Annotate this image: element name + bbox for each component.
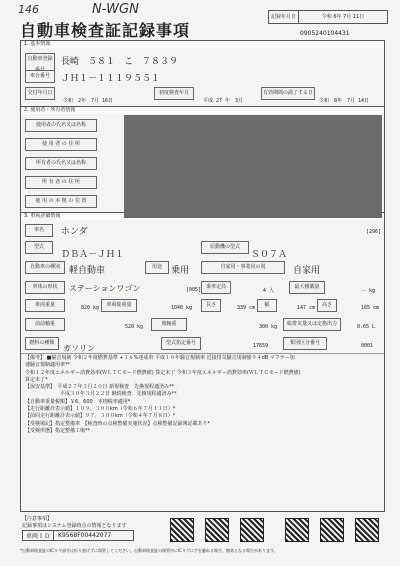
chassis-value: ＪＨ１－１１１９５５１ [61,74,161,84]
section-basic: 1. 基本情報 [21,41,384,48]
length-label: 長さ [201,299,221,312]
length-value: 339 cm [237,305,256,311]
type-no-label: 型式指定番号 [161,337,201,350]
bottom-note: *自動車検査証のICタグ部分は折り曲げずに保管してください。自動車検査証の保管中にICタグに手を触れる場合、無効となる場合があります。 [20,548,278,553]
qr-code-1 [170,518,194,542]
width-label: 幅 [257,299,277,312]
model-value: ＤＢＡ－ＪＨ１ [61,250,125,260]
fuel-value: ガソリン [63,344,95,353]
height-value: 165 cm [361,305,380,311]
weight-value: 820 kg [81,305,100,311]
car-id-value: K9568F00442077 [58,532,112,539]
car-id-box [22,530,134,541]
qr-code-3 [240,518,264,542]
engine-value: Ｓ０７Ａ [251,250,288,260]
front-axle-value: 520 kg [125,324,144,330]
maker-label: 車名 [25,224,53,237]
type-no-value: 17659 [253,343,269,349]
qr-code-5 [320,518,344,542]
width-value: 147 cm [297,305,316,311]
handwritten-note-number: 146 [18,3,39,16]
height-label: 高さ [317,299,337,312]
first-reg-value: 平成 27 年 3月 [203,98,244,104]
use-label: 用途 [145,261,169,274]
handwritten-note-model: N-WGN [92,2,139,17]
reg-value: 長崎 ５８１ こ ７８３９ [61,57,179,67]
gross-label: 車両総重量 [101,299,137,312]
user-name-label: 使用者の氏名又は名称 [25,119,97,132]
notice-title: 【注意事項】 [22,516,53,522]
record-frame [20,40,385,512]
maxload-label: 最大積載量 [289,281,325,294]
chassis-label: 車台番号 [25,70,55,83]
section-vehicle: 3. 車両詳細情報 [21,212,384,220]
base-location-label: 使 用 の 本 拠 の 位 置 [25,195,97,208]
redacted-owner-block [124,115,382,218]
maxload-value: － kg [361,288,376,294]
use-value: 乗用 [171,266,190,276]
record-date-value: 令和 6年 7月 11日 [321,14,365,20]
first-reg-label: 初度検査年月 [154,87,194,100]
reg-label: 自動車登録 [25,53,55,77]
page-title: 自動車検査証記録事項 [20,21,191,40]
maker-code: [296] [366,229,382,235]
displacement-value: 0.65 L [357,324,376,330]
shape-value: ステーションワゴン [69,284,141,293]
shape-label: 車体の形状 [25,281,65,294]
user-address-label: 使 用 者 の 住 所 [25,138,97,151]
owner-name-label: 所有者の氏名又は名称 [25,157,97,170]
fuel-label: 燃料の種類 [25,337,59,350]
record-date-box [268,10,388,24]
category-value: 0001 [361,343,374,349]
issue-label: 交付年月日 [25,87,55,100]
maker-value: ホンダ [61,227,88,237]
qr-code-2 [205,518,229,542]
remarks-divider [21,353,384,354]
document-number: 0905240104431 [300,30,350,37]
expiry-value: 令和 8年 7月 14日 [319,98,370,104]
record-date-label: 記録年月日 [269,11,299,23]
category-label: 類別区分番号 [283,337,327,350]
rear-axle-label: 後軸重 [151,318,187,331]
business-value: 自家用 [293,266,321,276]
kind-value: 軽自動車 [69,266,106,276]
model-label: 型式 [25,241,53,254]
qr-code-4 [285,518,309,542]
notice-text: 記録事項はシステム登録時点の情報となります [22,523,127,529]
rear-axle-value: 300 kg [259,324,278,330]
car-id-label: 車両ＩＤ [23,531,54,540]
weight-label: 車両重量 [25,299,65,312]
notice-block [22,516,157,530]
business-label: 自家用・事業用の別 [201,261,285,274]
seats-label: 乗車定員 [201,281,231,294]
section-owner: 2. 使用者・所有者情報 [21,106,384,114]
engine-label: 原動機の型式 [201,241,249,254]
displacement-label: 総排気量又は定格出力 [283,318,341,331]
shape-code: [005] [186,287,202,293]
owner-address-label: 所 有 者 の 住 所 [25,176,97,189]
kind-label: 自動車の種別 [25,261,65,274]
front-axle-label: 前前軸重 [25,318,65,331]
expiry-label: 有効期間の満了する日 [261,87,315,100]
seats-value: 4 人 [263,288,275,294]
remarks-text: 【備考】 ■騒音規制 令和２年度燃費基準 +１６%達成車 平成１０年騒音規制車 近接排気騒音規制値９４dB マフラー加 速騒音規制適用車** 令和１２年度エネルギー消費効率(ＷＬＴＣモード燃費値) 算定未了 令和３年度エネルギー消費効率(ＷＬＴＣモード燃費値) 算定未了* 【保安基準】 平成２７年３月２０日 新規検査 先換規程適済み** 平成３０年３月２２日 継続検査 先換規程適済み** 【自動車重量税額】￥6，600 本則税率適用* 【走行距離計表示値】１０９，３００km（令和６年７月１１日）* 【前回走行距離計表示値】９７，３００km（令和４年７月８日）* 【受検場記】指定整備車 【検査時の点検整備実施状況】点検整備記録簿記載あり* 【受検形態】指定整備工場** [25,355,301,434]
gross-value: 1040 kg [171,305,193,311]
issue-value: 令和 2年 7月 16日 [63,98,114,104]
qr-code-6 [355,518,379,542]
